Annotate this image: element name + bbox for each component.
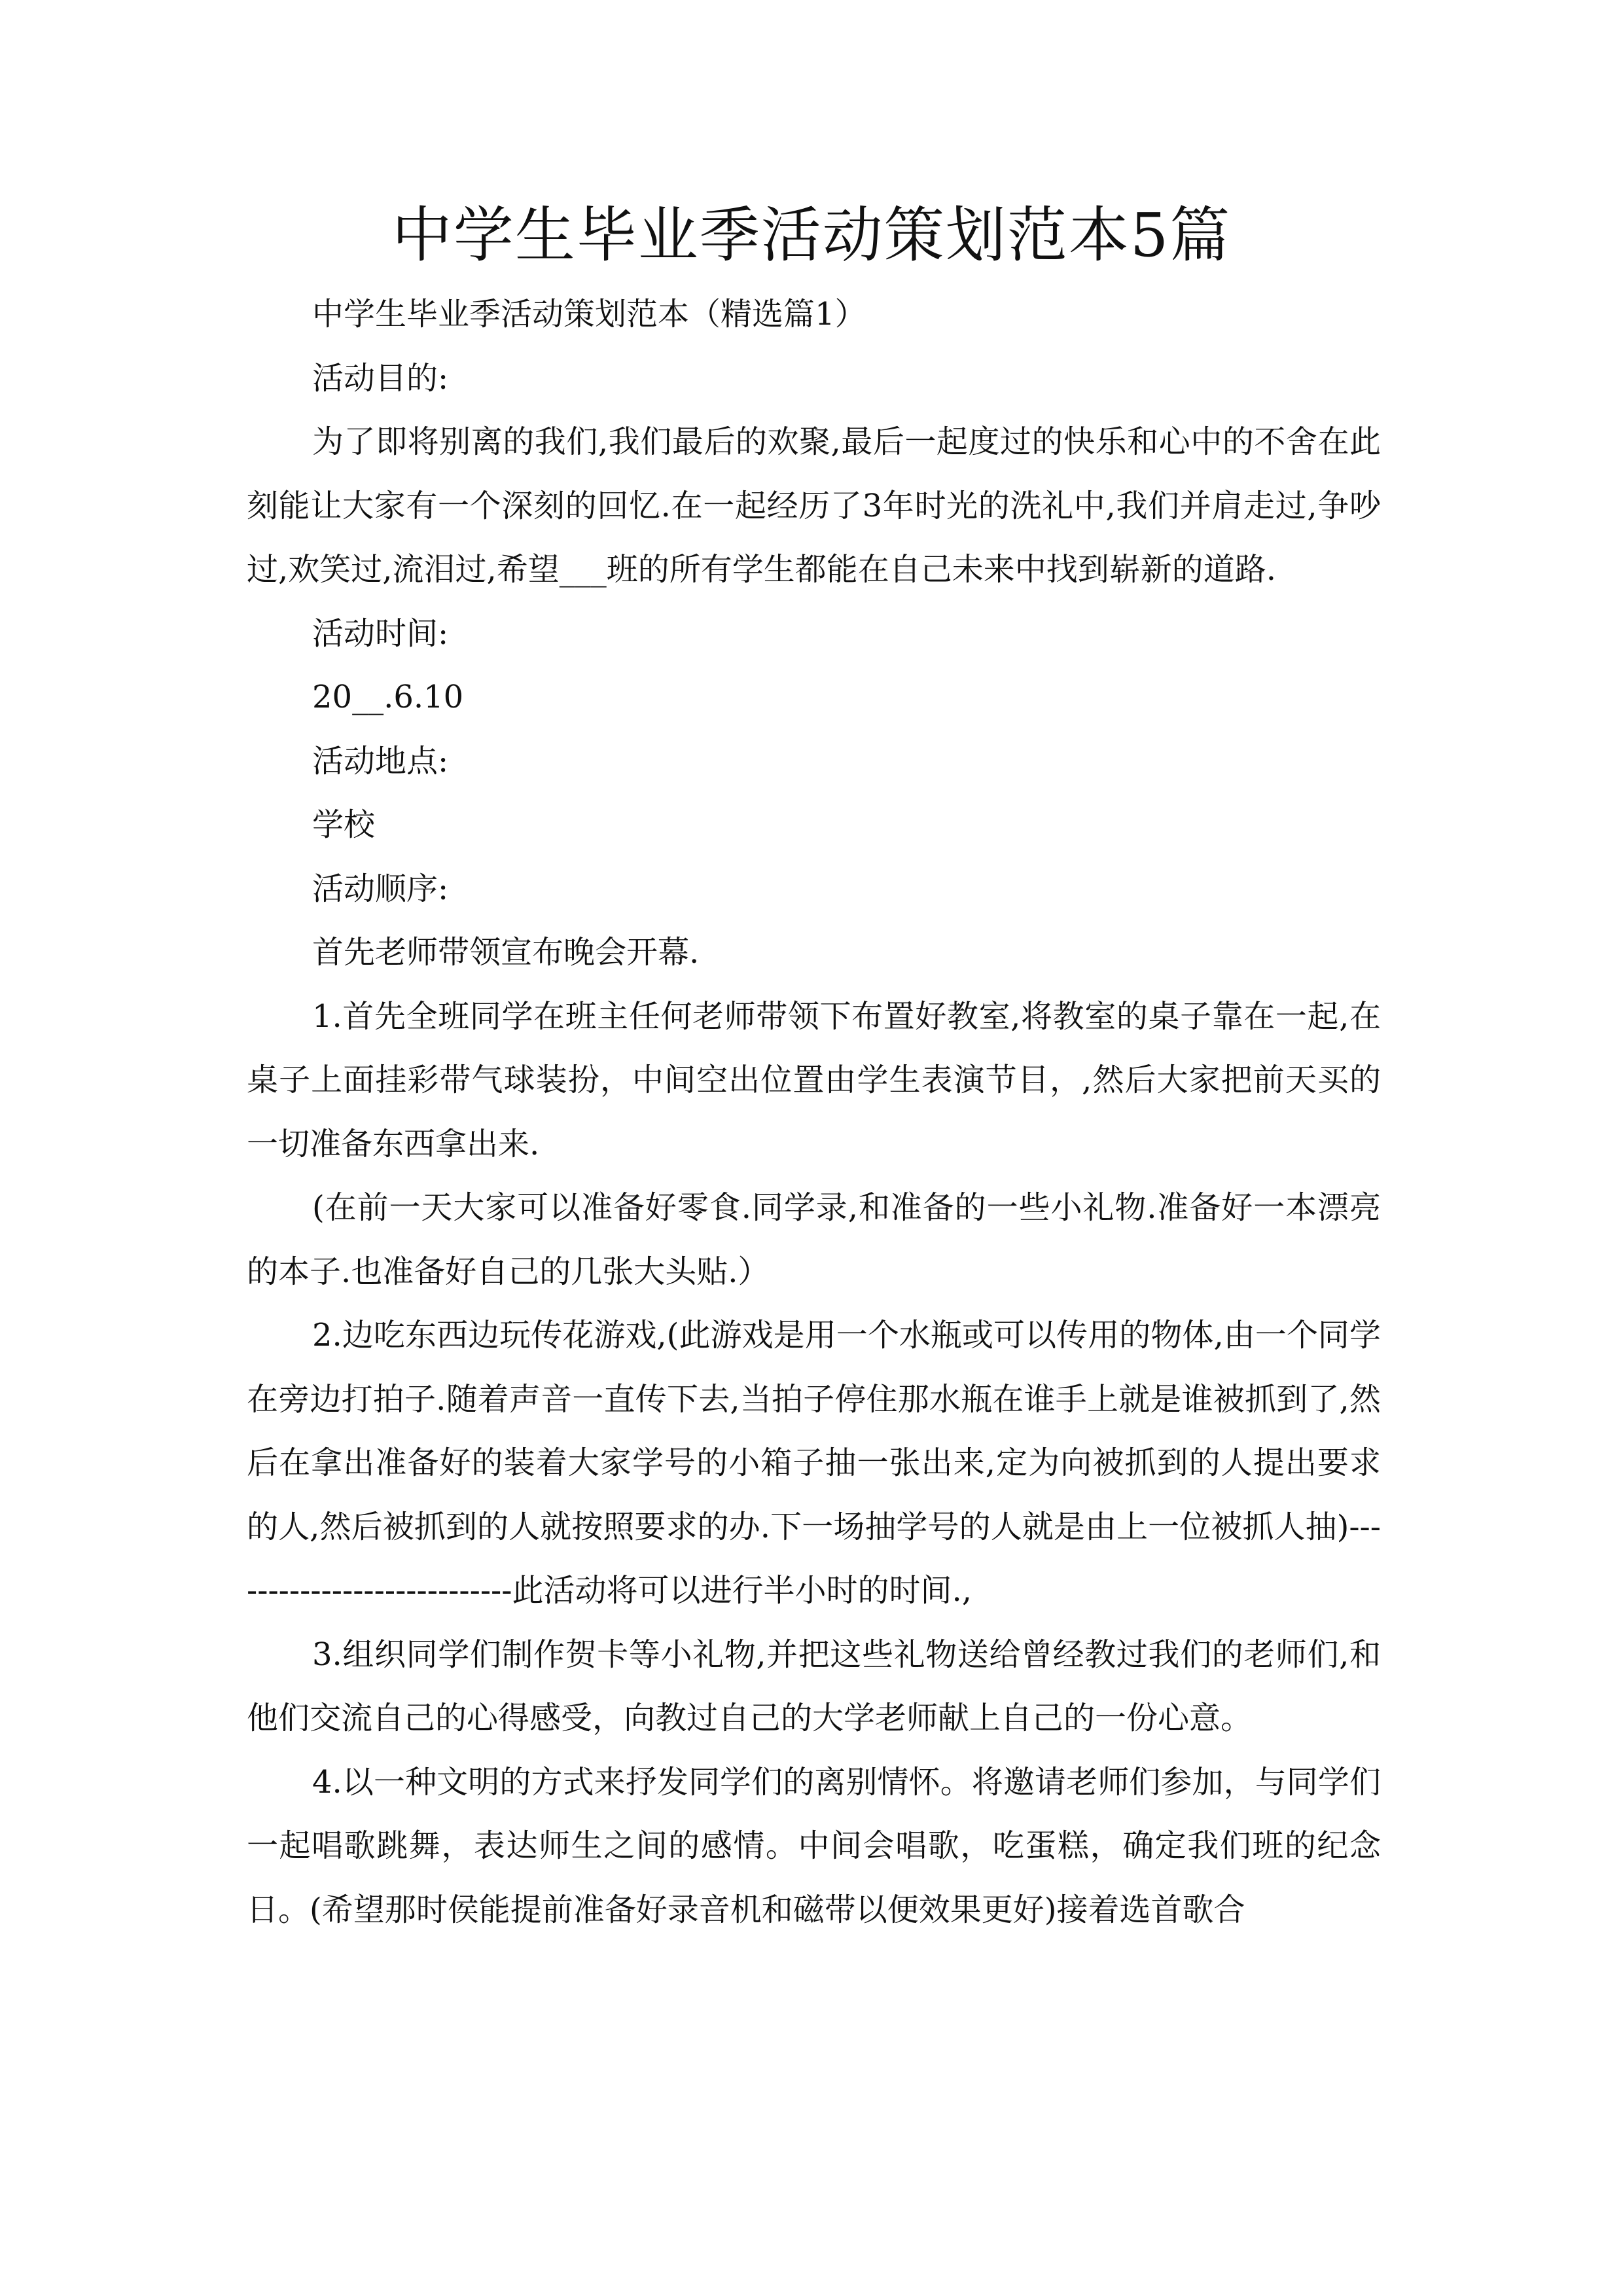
paragraph-step-4: 4.以一种文明的方式来抒发同学们的离别情怀。将邀请老师们参加，与同学们一起唱歌跳舞，表达师生之间的感情。中间会唱歌，吃蛋糕，确定我们班的纪念日。(希望那时侯能提前准备好录音机和磁带以便效果更好)接着选首歌合 [247, 1763, 1381, 1928]
paragraph-step-3: 3.组织同学们制作贺卡等小礼物,并把这些礼物送给曾经教过我们的老师们,和他们交流自己的心得感受，向教过自己的大学老师献上自己的一份心意。 [247, 1636, 1381, 1736]
label-activity-purpose: 活动目的: [312, 359, 449, 397]
paragraph-opening: 首先老师带领宣布晚会开幕. [312, 934, 700, 971]
label-activity-time: 活动时间: [312, 615, 449, 652]
paragraph-purpose: 为了即将别离的我们,我们最后的欢聚,最后一起度过的快乐和心中的不舍在此刻能让大家有一个深刻的回忆.在一起经历了3年时光的洗礼中,我们并肩走过,争吵过,欢笑过,流泪过,希望___班的所有学生都能在自己未来中找到崭新的道路. [247, 423, 1381, 588]
value-activity-time: 20__.6.10 [312, 679, 464, 715]
paragraph-step-2: 2.边吃东西边玩传花游戏,(此游戏是用一个水瓶或可以传用的物体,由一个同学在旁边打拍子.随着声音一直传下去,当拍子停住那水瓶在谁手上就是谁被抓到了,然后在拿出准备好的装着大家学号的小箱子抽一张出来,定为向被抓到的人提出要求的人,然后被抓到的人就按照要求的办.下一场抽学号的人就是由上一位被抓人抽)----------------------------此活动将可以进行半小时的时间., [247, 1317, 1381, 1609]
paragraph-step-1: 1.首先全班同学在班主任何老师带领下布置好教室,将教室的桌子靠在一起,在桌子上面挂彩带气球装扮，中间空出位置由学生表演节目，,然后大家把前天买的一切准备东西拿出来. [247, 997, 1381, 1162]
paragraph-step-1-note: (在前一天大家可以准备好零食.同学录,和准备的一些小礼物.准备好一本漂亮的本子.也准备好自己的几张大头贴.） [247, 1189, 1381, 1290]
document-title: 中学生毕业季活动策划范本5篇 [391, 200, 1232, 270]
label-activity-order: 活动顺序: [312, 870, 449, 907]
document-body [247, 283, 1381, 1942]
value-activity-place: 学校 [312, 806, 376, 843]
section-heading: 中学生毕业季活动策划范本（精选篇1） [312, 296, 866, 332]
label-activity-place: 活动地点: [312, 742, 449, 780]
